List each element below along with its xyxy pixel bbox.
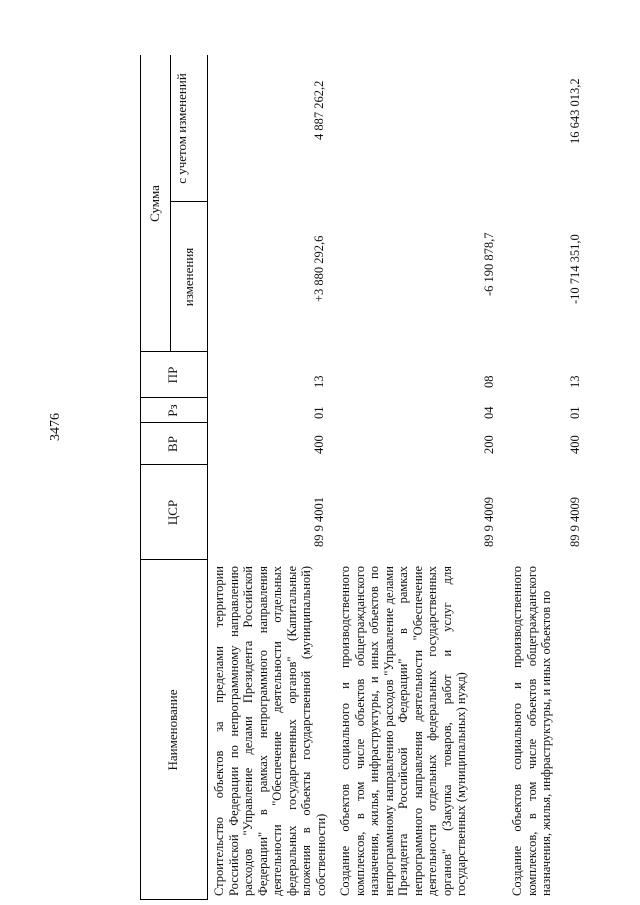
row-2-change: -6 190 878,7 (482, 232, 496, 296)
row-3-csr: 89 9 4009 (568, 497, 582, 547)
header-pr: ПР (165, 366, 180, 384)
budget-table (140, 55, 610, 900)
sum-header-divider (170, 55, 171, 352)
row-3-rz: 01 (568, 406, 582, 419)
row-3-with-change: 16 643 013,2 (568, 78, 582, 144)
page-number: 3476 (48, 413, 63, 441)
header-change: изменения (181, 247, 196, 307)
row-3-pr: 13 (568, 375, 582, 388)
header-rz: Рз (165, 404, 180, 417)
row-1-vr: 400 (312, 435, 326, 454)
row-2-name: Создание объектов социального и производственного комплексов, в том числе объектов общегражданского назначения, жилья, инфраструктуры, и иных объектов по непрограммному направлению расходов "Управление делами Президента Российской Федерации" в рамках непрограммного направления деятельности "Обеспечение деятельности отдельных федеральных государственных органов" (Закупка товаров, работ и услуг для государственных (муниципальных) нужд) (338, 566, 468, 896)
row-1-rz: 01 (312, 406, 326, 419)
header-with-change: с учетом изменений (174, 73, 189, 184)
row-2-rz: 04 (482, 406, 496, 419)
row-3-change: -10 714 351,0 (568, 234, 582, 304)
row-1-pr: 13 (312, 375, 326, 388)
header-csr: ЦСР (165, 499, 180, 526)
row-1-with-change: 4 887 262,2 (312, 80, 326, 140)
table-top-border (140, 55, 141, 900)
header-sum: Сумма (147, 185, 162, 222)
header-name: Наименование (165, 689, 180, 771)
row-3-name: Создание объектов социального и производственного комплексов, в том числе объектов общегражданского назначения, жилья, инфраструктуры, и иных объектов по (510, 566, 553, 896)
row-2-csr: 89 9 4009 (482, 497, 496, 547)
header-vr: ВР (165, 436, 180, 452)
row-2-vr: 200 (482, 435, 496, 454)
row-1-change: +3 880 292,6 (312, 235, 326, 302)
row-2-pr: 08 (482, 375, 496, 388)
header-bottom-border (207, 55, 208, 900)
row-1-name: Строительство объектов за пределами территории Российской Федерации по непрограммному направлению расходов "Управление делами Президента Российской Федерации" в рамках непрограммного направления деятельности "Обеспечение деятельности отдельных федеральных государственных органов" (Капитальные вложения в объекты государственной (муниципальной) собственности) (212, 566, 328, 896)
row-3-vr: 400 (568, 435, 582, 454)
row-1-csr: 89 9 4001 (312, 497, 326, 547)
